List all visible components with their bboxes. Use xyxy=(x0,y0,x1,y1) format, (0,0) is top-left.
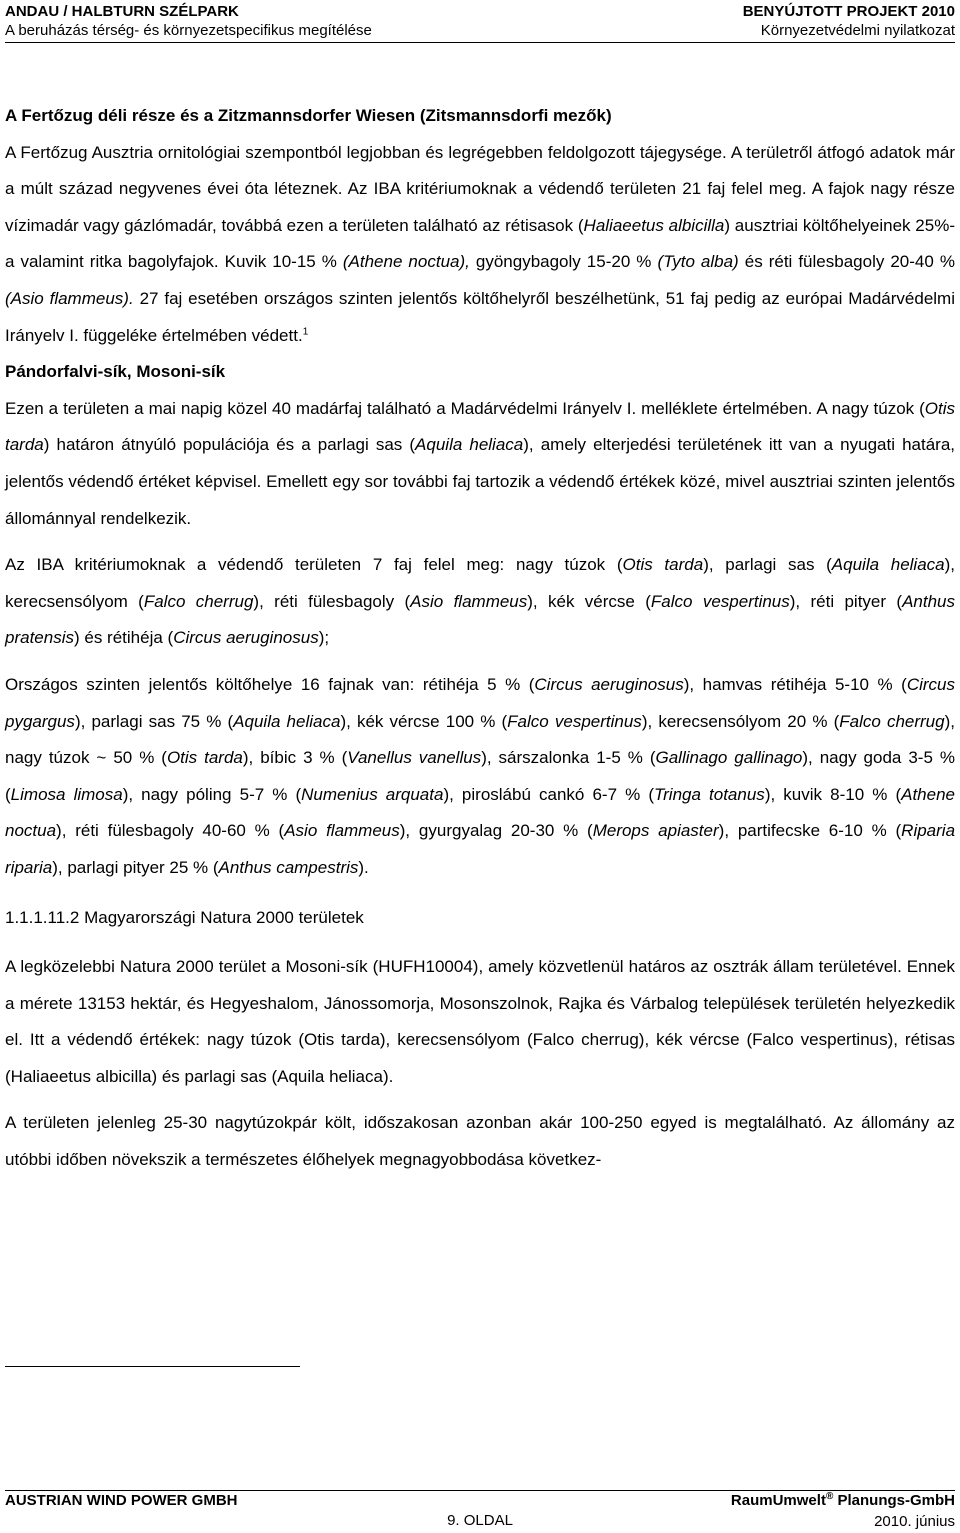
species-name: (Tyto alba) xyxy=(657,252,739,272)
page-header xyxy=(5,2,955,43)
text-run: Ezen a területen a mai napig közel 40 madárfaj található a Madárvédelmi Irányelv I. melléklete értelmében. A nagy túzok ( xyxy=(5,398,925,418)
species-name: Falco cherrug xyxy=(839,711,945,731)
text-run: és réti fülesbagoly 20-40 % xyxy=(738,252,955,272)
footer-date: 2010. június xyxy=(874,1513,955,1530)
section-heading-fertozug: A Fertőzug déli része és a Zitzmannsdorfer Wiesen (Zitsmannsdorfi mezők) xyxy=(5,106,612,125)
text-run: ), kék vércse 100 % ( xyxy=(340,711,508,731)
species-name: Aquila heliaca xyxy=(415,435,524,455)
species-name: Gallinago gallinago xyxy=(655,748,803,768)
paragraph-mosoni-sik: A legközelebbi Natura 2000 terület a Mosoni-sík (HUFH10004), amely közvetlenül határos az osztrák állam területével. Ennek a mérete 13153 hektár, és Hegyeshalom, Jánossomorja, Mosonszolnok, Rajka és Várbalog települések területén helyezkedik el. Itt a védendő értékek: nagy túzok (Otis tarda), kerecsensólyom (Falco cherrug), kék vércse (Falco vespertinus), rétisas (Haliaeetus albicilla) és parlagi sas (Aquila heliaca). xyxy=(5,957,955,1086)
species-name: Aquila heliaca xyxy=(831,555,945,575)
paragraph-fertozug xyxy=(5,135,955,355)
text-run: ), amely elterjedési területének itt van a nyugati határa, jelentős védendő értéket képvisel. Emellett egy sor további faj tartozik a védendő értékek közé, mivel ausztriai szinten jelentős állománnyal rendelkezik. xyxy=(5,435,955,528)
header-project-name: ANDAU / HALBTURN SZÉLPARK xyxy=(5,3,239,20)
section-heading-pandorfalvi: Pándorfalvi-sík, Mosoni-sík xyxy=(5,362,226,382)
text-run: A Fertőzug Ausztria ornitológiai szempontból legjobban és legrégebben feldolgozott tájegysége. A területről átfogó adatok már a múlt század negyvenes évei óta léteznek. Az IBA kritériumoknak a védendő területen 21 faj felel meg. A fajok nagy része vízimadár vagy gázlómadár, továbbá ezen a területen található az rétisasok ( xyxy=(5,142,955,235)
text-run: ), kék vércse ( xyxy=(527,591,651,611)
header-document-type: Környezetvédelmi nyilatkozat xyxy=(760,22,955,39)
text-run: ) ausztriai költőhelyeinek 25%-a valamint ritka bagolyfajok. Kuvik 10-15 % xyxy=(5,215,955,272)
footer-company: AUSTRIAN WIND POWER GMBH xyxy=(5,1492,238,1509)
section-heading-natura2000: 1.1.1.11.2 Magyarországi Natura 2000 területek xyxy=(5,908,364,928)
text-run: ), parlagi sas ( xyxy=(703,555,832,575)
footnote-separator xyxy=(5,1366,300,1367)
partner-suffix: Planungs-GmbH xyxy=(833,1492,955,1509)
text-run: ), réti fülesbagoly 40-60 % ( xyxy=(56,821,285,841)
paragraph-iba-criteria xyxy=(5,547,955,657)
text-run: ), hamvas rétihéja 5-10 % ( xyxy=(683,674,907,694)
paragraph-national-breeding xyxy=(5,667,955,887)
text-run: ), réti pityer ( xyxy=(789,591,903,611)
partner-brand: RaumUmwelt xyxy=(730,1492,826,1509)
species-name: Falco vespertinus xyxy=(507,711,642,731)
text-run: ), gyurgyalag 20-30 % ( xyxy=(399,821,593,841)
footer-partner xyxy=(731,1491,955,1510)
species-name: Tringa totanus xyxy=(654,784,765,804)
text-run: ), parlagi sas 75 % ( xyxy=(74,711,234,731)
footnote-reference[interactable]: 1 xyxy=(302,325,309,337)
text-run: ); xyxy=(318,628,330,648)
species-name: Riparia riparia xyxy=(5,821,956,877)
species-name: Limosa limosa xyxy=(10,784,123,804)
species-name: Falco vespertinus xyxy=(650,591,790,611)
species-name: Circus aeruginosus xyxy=(534,674,684,694)
text-run: ), kerecsensólyom ( xyxy=(5,555,956,611)
text-run: Országos szinten jelentős költőhelye 16 fajnak van: rétihéja 5 % ( xyxy=(5,674,535,694)
page-footer xyxy=(5,1490,955,1533)
species-name: Otis tarda xyxy=(166,748,243,768)
text-run: ), kuvik 8-10 % ( xyxy=(764,784,902,804)
header-project-status: BENYÚJTOTT PROJEKT 2010 xyxy=(742,3,955,20)
text-run: ), partifecske 6-10 % ( xyxy=(718,821,902,841)
species-name: Numenius arquata xyxy=(301,784,444,804)
text-run: ) határon átnyúló populációja és a parlagi sas ( xyxy=(43,435,416,455)
species-name: Otis tarda xyxy=(5,398,955,455)
text-run: Az IBA kritériumoknak a védendő területen 7 faj felel meg: nagy túzok ( xyxy=(5,555,623,575)
species-name: Haliaeetus albicilla xyxy=(583,215,725,235)
species-name: Circus pygargus xyxy=(5,674,955,731)
text-run: ), nagy póling 5-7 % ( xyxy=(122,784,302,804)
paragraph-tuzok-population: A területen jelenleg 25-30 nagytúzokpár költ, időszakosan azonban akár 100-250 egyed is megtalálható. Az állomány az utóbbi időben növekszik a természetes élőhelyek megnagyobbodása következ- xyxy=(5,1113,955,1170)
registered-mark: ® xyxy=(825,1491,834,1502)
text-run: ), réti fülesbagoly ( xyxy=(253,591,411,611)
species-name: Asio flammeus xyxy=(410,591,528,611)
text-run: ), piroslábú cankó 6-7 % ( xyxy=(443,784,655,804)
species-name: Aquila heliaca xyxy=(233,711,341,731)
text-run: ), nagy goda 3-5 % ( xyxy=(5,748,955,804)
species-name: Anthus pratensis xyxy=(5,591,955,648)
paragraph-pandorfalvi-intro xyxy=(5,391,955,537)
text-run: gyöngybagoly 15-20 % xyxy=(469,252,658,272)
header-document-subtitle: A beruházás térség- és környezetspecifikus megítélése xyxy=(5,22,372,39)
text-run: ). xyxy=(358,857,369,877)
species-name: Circus aeruginosus xyxy=(173,628,319,648)
text-run: ), parlagi pityer 25 % ( xyxy=(52,857,219,877)
species-name: (Asio flammeus). xyxy=(5,288,134,308)
species-name: Asio flammeus xyxy=(284,821,400,841)
text-run: ) és rétihéja ( xyxy=(73,628,174,648)
species-name: Anthus campestris xyxy=(218,857,359,877)
species-name: Otis tarda xyxy=(622,555,704,575)
text-run: ), bíbic 3 % ( xyxy=(242,748,348,768)
text-run: ), nagy túzok ~ 50 % ( xyxy=(5,711,955,768)
text-run: ), kerecsensólyom 20 % ( xyxy=(641,711,840,731)
species-name: (Athene noctua), xyxy=(342,252,470,272)
species-name: Athene noctua xyxy=(5,784,956,841)
footer-page-number: 9. OLDAL xyxy=(447,1512,513,1529)
species-name: Falco cherrug xyxy=(143,591,254,611)
text-run: 27 faj esetében országos szinten jelentős költőhelyről beszélhetünk, 51 faj pedig az európai Madárvédelmi Irányelv I. függeléke értelmében védett. xyxy=(5,288,955,345)
species-name: Merops apiaster xyxy=(592,821,719,841)
species-name: Vanellus vanellus xyxy=(347,748,482,768)
text-run: ), sárszalonka 1-5 % ( xyxy=(481,748,656,768)
document-body xyxy=(5,98,955,1179)
